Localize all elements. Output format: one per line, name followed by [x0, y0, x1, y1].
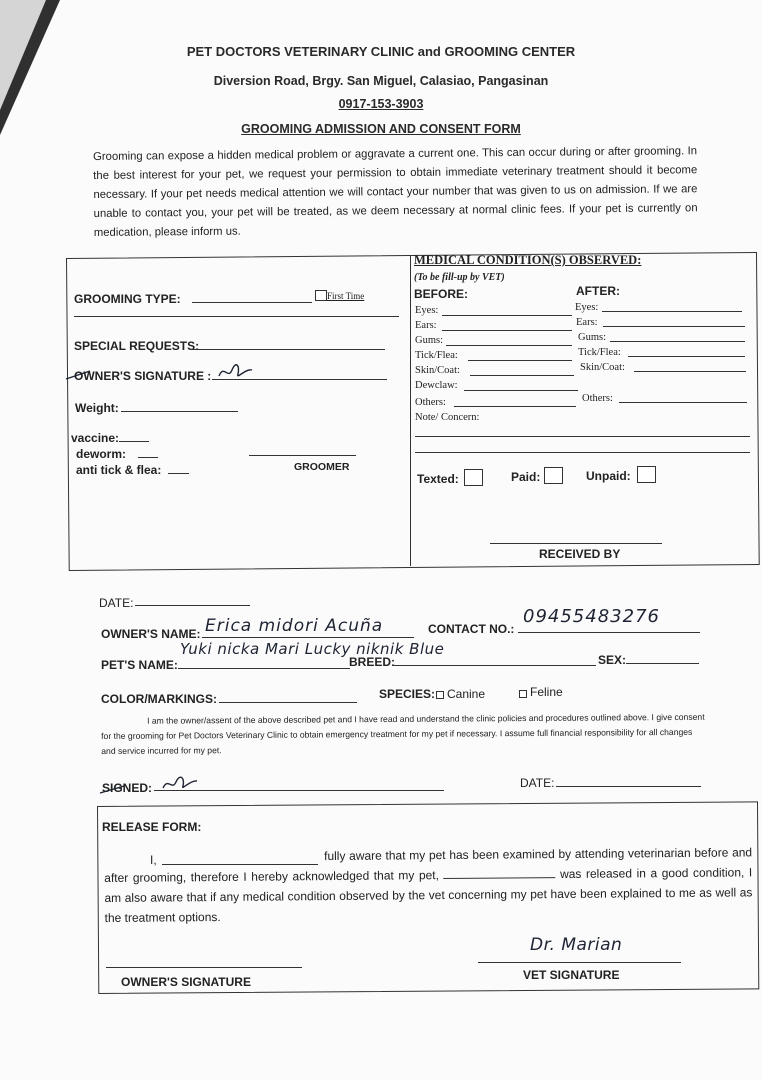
release-title: RELEASE FORM: — [102, 820, 202, 834]
date-label: DATE: — [99, 596, 134, 610]
release-text-part-3: was released in a good condition, I am also aware that if any medical condition observed by the vet concerning my pet have been explained to me as well as the treatment options. — [104, 865, 753, 925]
contact-value: 09455483276 — [523, 606, 660, 627]
after-ears-label: Ears: — [576, 317, 598, 328]
anti-tick-field[interactable] — [168, 473, 189, 474]
special-requests-label: SPECIAL REQUESTS: — [74, 339, 200, 353]
before-others-field[interactable] — [454, 406, 576, 407]
release-text-i: I, — [150, 853, 157, 867]
pet-name-label: PET'S NAME: — [101, 658, 178, 672]
paid-checkbox[interactable] — [544, 467, 563, 484]
after-eyes-field[interactable] — [602, 311, 742, 312]
before-ears-field[interactable] — [442, 330, 572, 331]
vaccine-field[interactable] — [119, 441, 149, 442]
release-owner-signature-line[interactable] — [106, 967, 302, 968]
texted-checkbox[interactable] — [464, 469, 483, 486]
after-skin-label: Skin/Coat: — [580, 362, 625, 373]
before-heading: BEFORE: — [414, 287, 468, 301]
owner-signature-scribble — [216, 362, 256, 384]
first-time-checkbox[interactable] — [315, 290, 327, 301]
after-skin-field[interactable] — [634, 371, 746, 372]
note-line-2[interactable] — [415, 452, 750, 453]
release-owner-signature-label: OWNER'S SIGNATURE — [121, 975, 251, 989]
after-others-field[interactable] — [619, 402, 747, 403]
after-tick-field[interactable] — [628, 356, 745, 357]
before-dewclaw-label: Dewclaw: — [415, 380, 458, 391]
before-eyes-label: Eyes: — [415, 305, 439, 316]
first-time-label: First Time — [327, 291, 365, 301]
grooming-type-field[interactable] — [192, 302, 312, 303]
release-text-part-2: fully aware that my pet has been examined by attending veterinarian before and after grooming, therefore I hereby acknowledged that my pet, — [104, 845, 753, 885]
after-others-label: Others: — [582, 393, 613, 404]
before-ears-label: Ears: — [415, 320, 437, 331]
after-ears-field[interactable] — [603, 326, 745, 327]
color-markings-label: COLOR/MARKINGS: — [101, 692, 217, 706]
deworm-field[interactable] — [138, 457, 158, 458]
groomer-label: GROOMER — [294, 461, 350, 473]
feline-checkbox[interactable] — [519, 690, 527, 698]
before-skin-field[interactable] — [470, 375, 574, 376]
pet-name-value: Yuki nicka Mari Lucky niknik Blue — [180, 640, 445, 658]
weight-label: Weight: — [75, 401, 119, 415]
after-eyes-label: Eyes: — [575, 302, 599, 313]
received-by-line[interactable] — [490, 543, 662, 544]
before-tick-label: Tick/Flea: — [415, 350, 458, 361]
strike-mark — [64, 368, 94, 382]
before-others-label: Others: — [415, 397, 446, 408]
admission-box-divider — [410, 256, 411, 566]
signed-scribble — [160, 774, 200, 794]
before-dewclaw-field[interactable] — [464, 390, 578, 391]
signed-date-field[interactable] — [556, 786, 701, 787]
signed-label: SIGNED: — [102, 781, 153, 795]
before-skin-label: Skin/Coat: — [415, 365, 460, 376]
unpaid-checkbox[interactable] — [637, 466, 656, 483]
note-concern-label: Note/ Concern: — [415, 412, 480, 423]
feline-label: Feline — [530, 685, 563, 699]
species-label: SPECIES: — [379, 687, 436, 701]
release-pet-name-field[interactable] — [443, 865, 555, 879]
form-title: GROOMING ADMISSION AND CONSENT FORM — [241, 122, 521, 136]
special-requests-field[interactable] — [190, 349, 385, 350]
release-vet-signature-label: VET SIGNATURE — [523, 968, 620, 982]
clinic-name: PET DOCTORS VETERINARY CLINIC and GROOMING CENTER — [186, 44, 576, 59]
sex-label: SEX: — [598, 653, 627, 667]
after-heading: AFTER: — [576, 284, 620, 298]
unpaid-label: Unpaid: — [586, 469, 631, 483]
consent-paragraph: I am the owner/assent of the above described pet and I have read and understand the clinic policies and procedures outlined above. I give consent for the grooming for Pet Doctors Veterinary Clinic to obtain emergency treatment for my pet if necessary. I assume full financial responsibility for all changes and service incurred for my pet. — [101, 711, 705, 756]
groomer-signature-line[interactable] — [249, 455, 356, 456]
canine-label: Canine — [447, 687, 486, 701]
after-gums-field[interactable] — [610, 341, 745, 342]
signed-date-label: DATE: — [520, 776, 555, 790]
release-vet-signature-line[interactable] — [478, 962, 681, 963]
contact-label: CONTACT NO.: — [428, 622, 515, 636]
clinic-address: Diversion Road, Brgy. San Miguel, Calasiao, Pangasinan — [213, 74, 549, 88]
medical-title: MEDICAL CONDITION(S) OBSERVED: — [414, 253, 642, 267]
received-by-label: RECEIVED BY — [539, 547, 621, 561]
breed-field[interactable] — [392, 665, 596, 666]
sex-field[interactable] — [626, 663, 699, 664]
breed-label: BREED: — [349, 655, 396, 669]
before-tick-field[interactable] — [468, 360, 572, 361]
texted-label: Texted: — [417, 472, 459, 486]
pet-name-field[interactable] — [178, 668, 350, 669]
date-field[interactable] — [135, 605, 250, 606]
owner-signature-label: OWNER'S SIGNATURE : — [74, 369, 212, 383]
before-gums-label: Gums: — [415, 335, 444, 346]
vaccine-label: vaccine: — [71, 431, 120, 445]
after-tick-label: Tick/Flea: — [578, 347, 621, 358]
deworm-label: deworm: — [76, 447, 127, 461]
paid-label: Paid: — [511, 470, 541, 484]
contact-field[interactable] — [518, 632, 700, 633]
anti-tick-label: anti tick & flea: — [76, 463, 162, 477]
owner-name-field[interactable] — [202, 637, 414, 638]
grooming-type-label: GROOMING TYPE: — [74, 292, 181, 306]
intro-paragraph: Grooming can expose a hidden medical problem or aggravate a current one. This can occur during or after grooming. In the best interest for your pet, we request your permission to obtain immediate veterinary treatment should it become necessary. If your pet needs medical attention we will contact your number that was given to us on admission. If we are unable to contact you, your pet will be treated, as we deem necessary at normal clinic fees. If your pet is currently on medication, please inform us. — [93, 145, 698, 239]
signed-strike-mark — [98, 783, 128, 795]
vet-handwritten-signature: Dr. Marian — [530, 935, 623, 955]
before-gums-field[interactable] — [446, 345, 572, 346]
owner-name-label: OWNER'S NAME: — [101, 627, 201, 641]
grooming-type-field-2[interactable] — [74, 316, 399, 317]
before-eyes-field[interactable] — [442, 315, 572, 316]
note-line-1[interactable] — [415, 436, 750, 437]
owner-name-value: Erica midori Acuña — [205, 616, 384, 636]
medical-subtitle: (To be fill-up by VET) — [414, 272, 505, 283]
color-markings-field[interactable] — [219, 702, 357, 703]
release-text-main — [104, 842, 753, 928]
after-gums-label: Gums: — [578, 332, 607, 343]
weight-field[interactable] — [121, 411, 238, 412]
clinic-phone: 0917-153-3903 — [338, 97, 424, 111]
canine-checkbox[interactable] — [436, 691, 444, 699]
